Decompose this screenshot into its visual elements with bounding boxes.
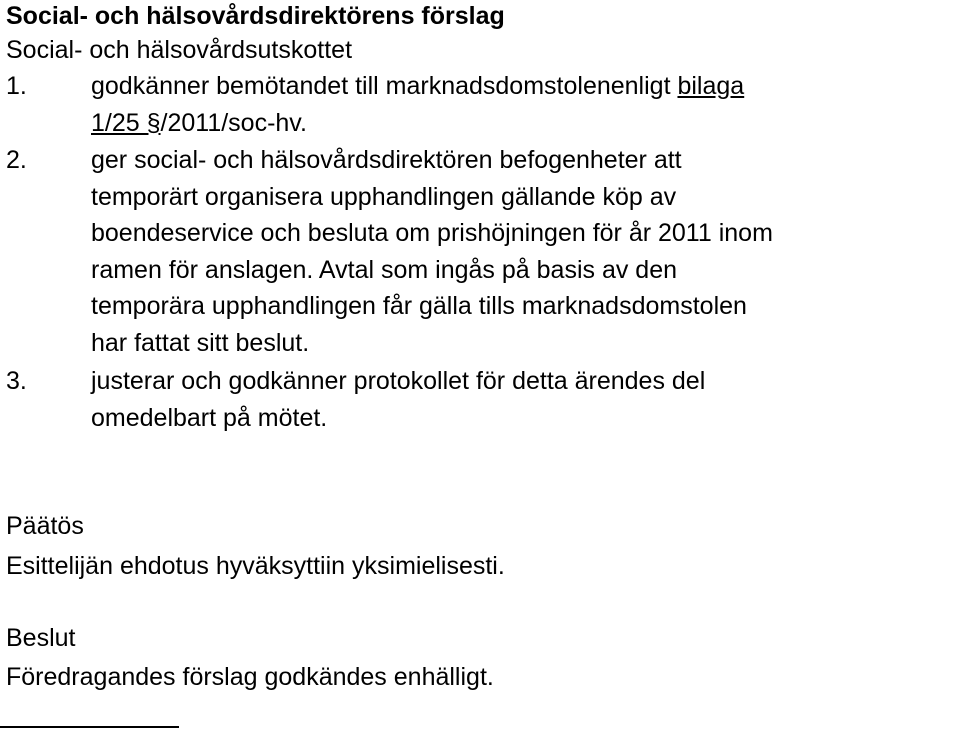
decision-text-sv: Föredragandes förslag godkändes enhälligt. [6, 663, 494, 691]
item-text [91, 68, 959, 141]
list-item [6, 363, 959, 436]
decision-text-fi: Esittelijän ehdotus hyväksyttiin yksimielisesti. [6, 552, 505, 580]
item-number: 3. [6, 367, 27, 395]
item-number: 1. [6, 72, 27, 100]
decision-label-sv: Beslut [6, 624, 76, 652]
attachment-reference: bilaga 1/25 § [91, 72, 745, 137]
item-number: 2. [6, 146, 27, 174]
decision-label-fi: Päätös [6, 512, 84, 540]
committee-name: Social- och hälsovårdsutskottet [6, 36, 353, 64]
item-text: ger social- och hälsovårdsdirektören befogenheter att temporärt organisera upphandlingen gällande köp av boendeservice och besluta om prishöjningen för år 2011 inom ramen för anslagen. Avtal som ingås på basis av den temporära upphandlingen får gälla tills marknadsdomstolen har fattat sitt beslut. [91, 146, 773, 357]
separator-line [0, 726, 179, 728]
list-item [6, 142, 959, 362]
list-item [6, 68, 959, 141]
item-text: justerar och godkänner protokollet för detta ärendes del omedelbart på mötet. [91, 367, 706, 432]
item-text-part: godkänner bemötandet till marknadsdomstolenenligt [91, 72, 678, 100]
proposal-heading: Social- och hälsovårdsdirektörens förslag [6, 2, 505, 30]
item-text-part: /2011/soc-hv. [160, 108, 307, 137]
